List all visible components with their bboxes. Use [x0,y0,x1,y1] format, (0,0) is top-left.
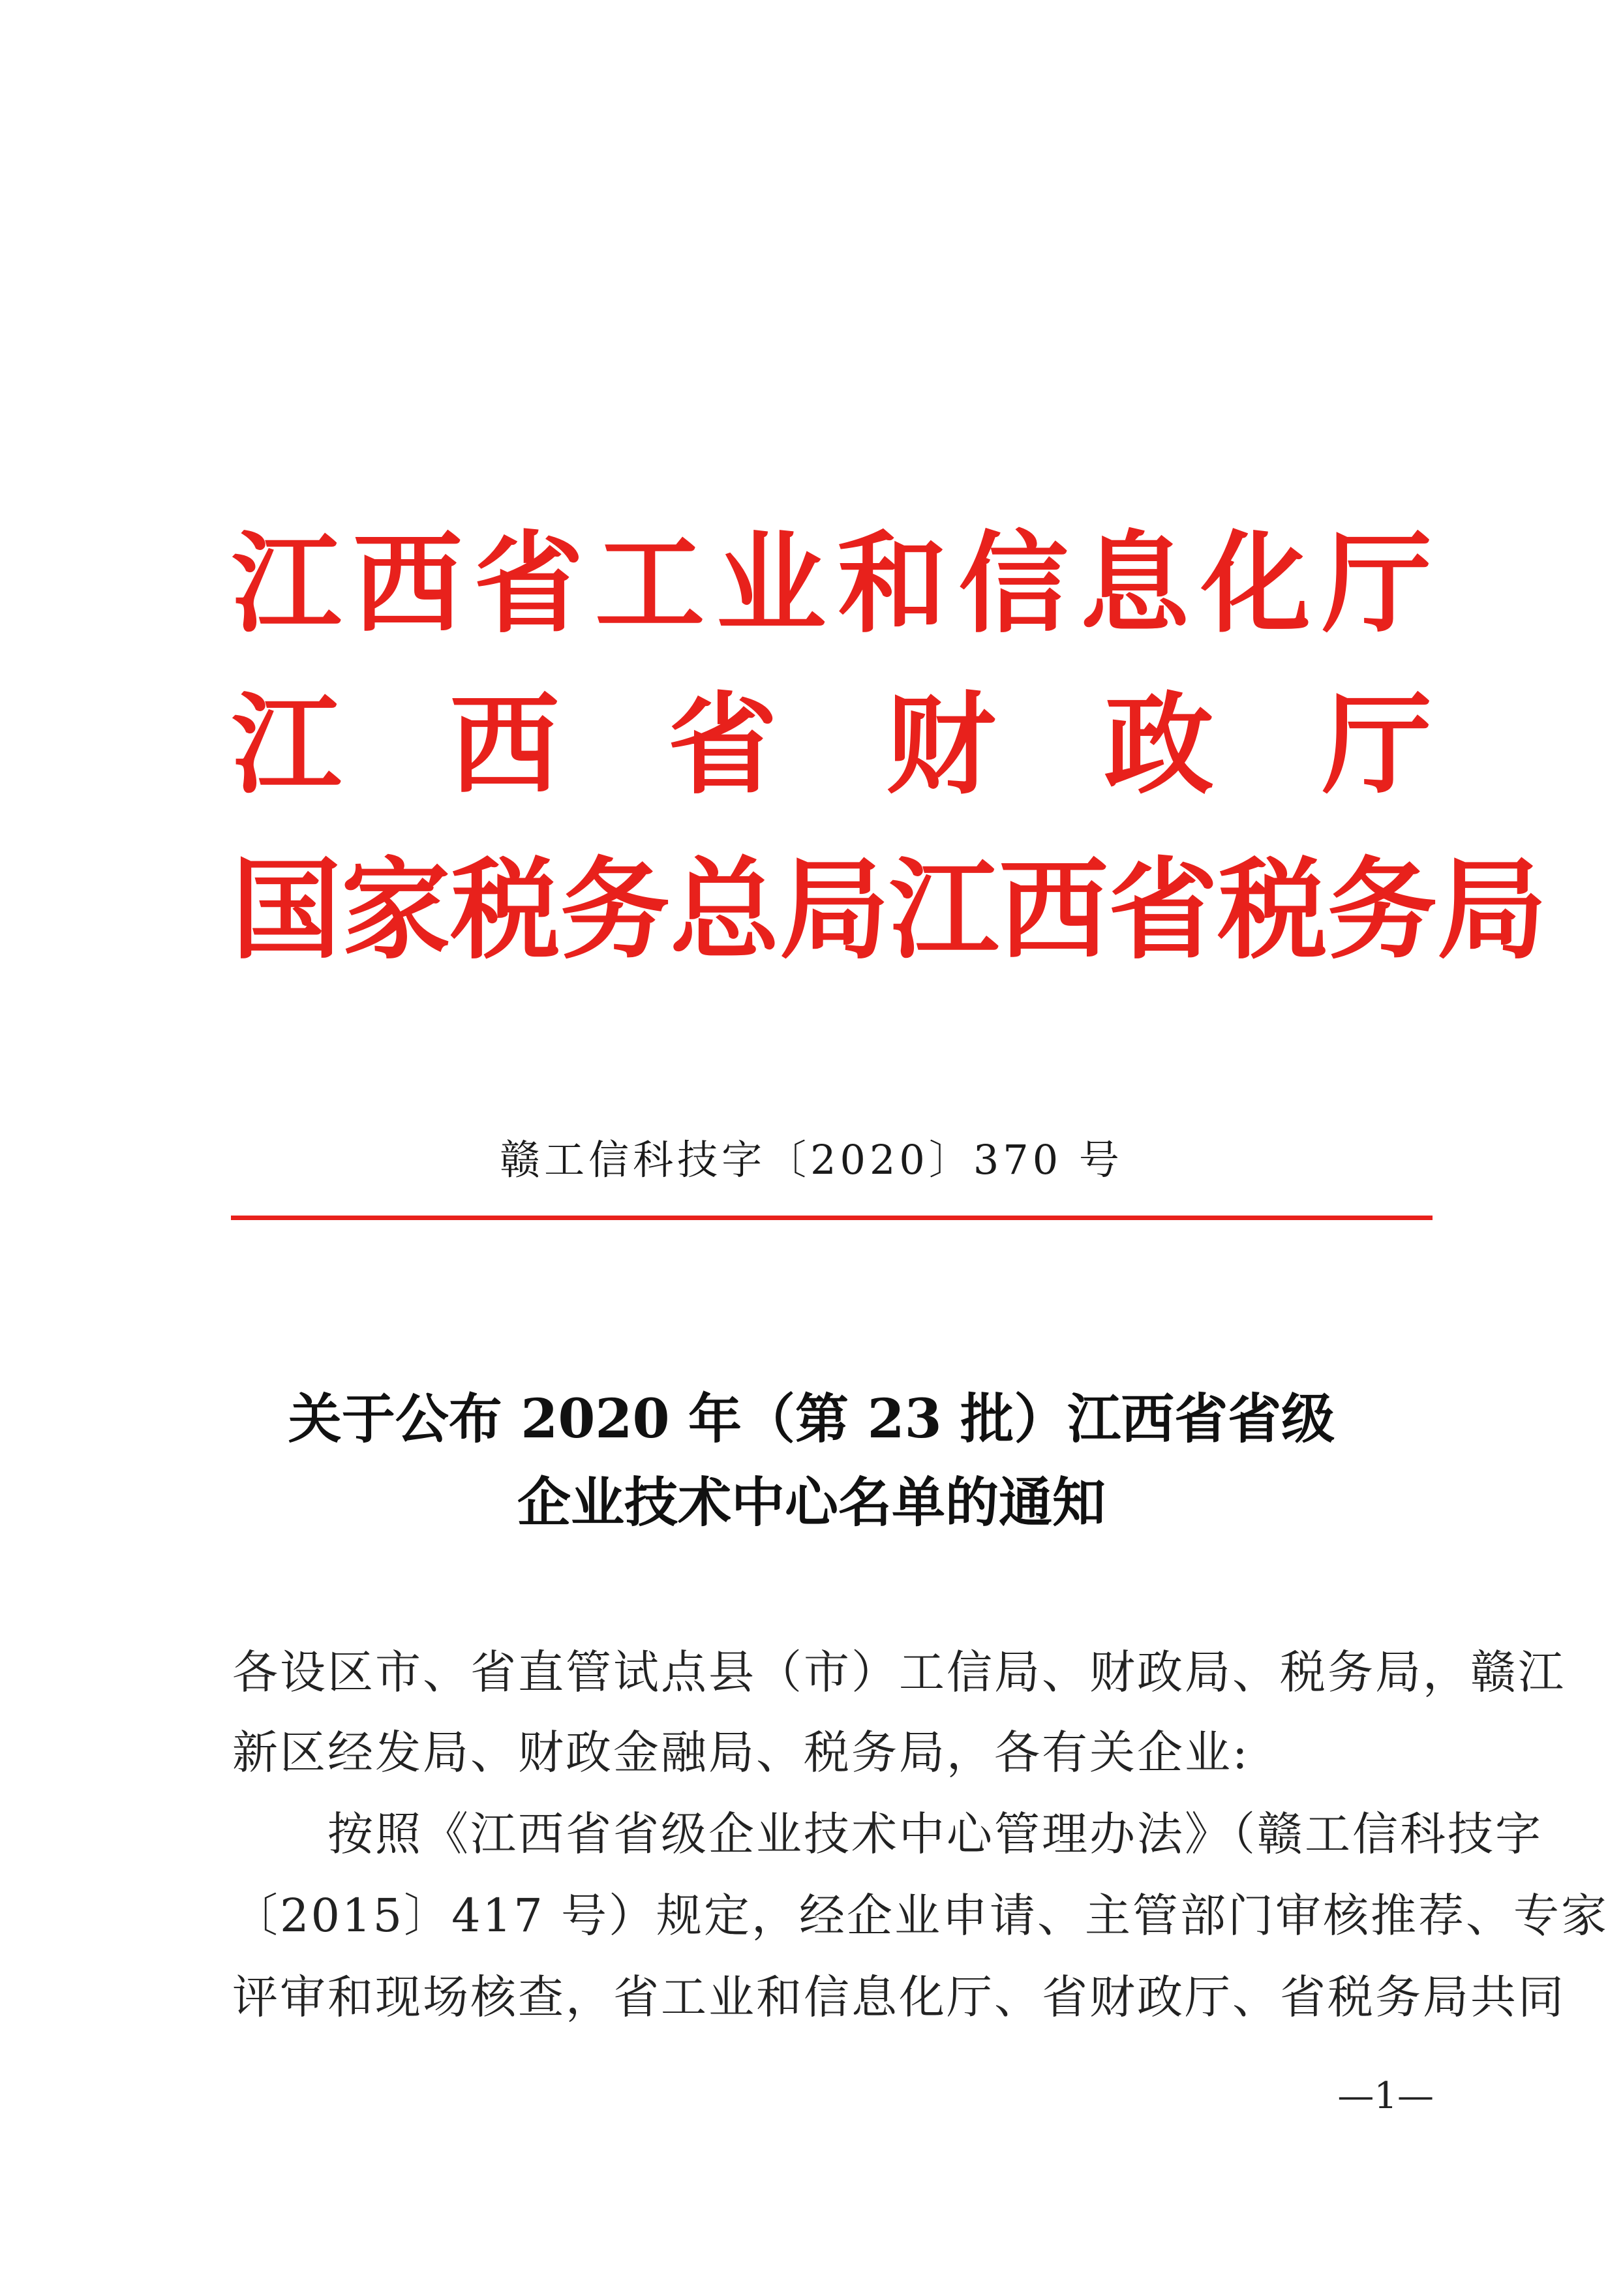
body-line: 新区经发局、财政金融局、税务局，各有关企业: [232,1726,1250,1779]
issuer-char: 西 [449,681,560,809]
issuer-line-1 [232,519,1432,649]
issuer-char: 西 [352,520,463,648]
issuer-char: 息 [1080,520,1190,648]
issuer-char: 江 [232,520,341,648]
issuer-line-2 [232,680,1432,810]
page-number: —1— [1337,2075,1434,2117]
issuer-char: 税 [1218,846,1327,974]
issuer-char: 省 [474,520,584,648]
issuer-char: 厅 [1322,520,1432,648]
issuer-char: 西 [999,846,1108,974]
body-line: 评审和现场核查，省工业和信息化厅、省财政厅、省税务局共同 [232,1970,1566,2024]
issuer-char: 务 [1327,846,1437,974]
body-line: 〔2015〕417 号）规定，经企业申请、主管部门审核推荐、专家 [232,1889,1609,1942]
issuer-char: 税 [451,846,560,974]
issuer-char: 家 [341,846,451,974]
issuer-char: 省 [667,681,778,809]
issuer-char: 总 [670,846,780,974]
issuer-char: 江 [889,846,999,974]
issuer-char: 局 [780,846,889,974]
issuer-line-3 [232,845,1547,975]
issuer-char: 局 [1437,846,1547,974]
issuer-char: 厅 [1322,681,1432,809]
issuer-char: 政 [1104,681,1214,809]
issuer-char: 工 [595,520,705,648]
issuer-char: 信 [958,520,1069,648]
issuer-char: 化 [1201,520,1311,648]
red-divider [231,1216,1433,1220]
document-number: 赣工信科技字〔2020〕370 号 [500,1136,1123,1184]
issuer-char: 财 [886,681,996,809]
issuer-char: 业 [716,520,827,648]
issuer-char: 国 [232,846,341,974]
issuer-char: 省 [1108,846,1218,974]
issuer-char: 和 [837,520,947,648]
body-line: 按照《江西省省级企业技术中心管理办法》（赣工信科技字 [232,1807,1543,1861]
body-line: 各设区市、省直管试点县（市）工信局、财政局、税务局，赣江 [232,1645,1566,1699]
document-title-line-1: 关于公布 2020 年（第 23 批）江西省省级 [288,1388,1335,1450]
issuer-char: 务 [560,846,670,974]
document-title-line-2: 企业技术中心名单的通知 [517,1471,1106,1534]
issuer-char: 江 [232,681,341,809]
